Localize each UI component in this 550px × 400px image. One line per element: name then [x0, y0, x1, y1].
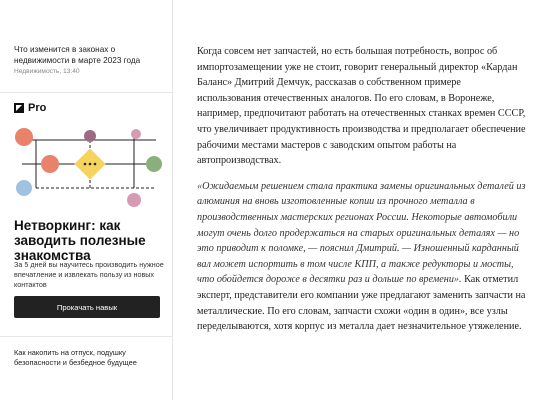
pro-logo-icon: [14, 103, 24, 113]
article-body: [197, 44, 527, 345]
node-coral-mid: [41, 155, 59, 173]
article-paragraph: Когда совсем нет запчастей, но есть большая потребность, вопрос об импортозамещении уже не стоит, говорит генеральный директор «Кардан Баланс» Дмитрий Демчук, рассказав о собственном примере использования отечественных аналогов. По его словам, в Воронеже, например, предпочитают работать на отечественных станках времен СССР, что увеличивает продуктивность производства и предполагает обеспечение рабочими местами мастеров с заводским опытом работы на автопроизводствах.: [197, 46, 526, 167]
divider: [0, 92, 172, 93]
expert-quote: «Ожидаемым решением стала практика замены оригинальных деталей из алюминия на вновь изготовленные копии из прочного металла в производственных мастерских регионах России. Некоторые автомобили могут очень долго продержаться на старых оригинальных деталях — но это приводит к поломке, — пояснил Дмитрий. — Изношенный карданный вал может испортить в том числе КПП, а также редукторы и мосты, что обойдется дороже в десятки раз и дольше по времени».: [197, 180, 526, 286]
networking-illustration: [14, 124, 164, 212]
divider: [0, 336, 172, 337]
sidebar: [0, 0, 173, 400]
pro-logo: [14, 102, 164, 114]
node-pink-small: [131, 129, 141, 139]
node-coral: [15, 128, 33, 146]
next-news-card[interactable]: Как накопить на отпуск, подушку безопасности и безбедное будущее: [14, 348, 137, 367]
news-meta: Недвижимость, 13:40: [14, 68, 80, 75]
news-title[interactable]: Что изменится в законах о недвижимости в марте 2023 года: [14, 45, 141, 65]
upgrade-skill-button[interactable]: Прокачать навык: [14, 296, 160, 318]
news-card[interactable]: [14, 44, 164, 75]
article-paragraph-tail: Как отметил эксперт, представители его компании уже предлагают заменить запчасти на металлические. По его словам, запчасти схожи «один в один», все узлы переделываются, хотя корпус из металла дает незначительное утяжеление.: [197, 274, 526, 333]
pro-logo-text: Pro: [28, 102, 47, 114]
article-paragraph-quote: [197, 179, 527, 335]
node-plum: [84, 130, 96, 142]
node-pink: [127, 193, 141, 207]
node-sage: [146, 156, 162, 172]
promo-description: За 5 дней вы научитесь производить нужное впечатление и извлекать пользу из новых контактов: [14, 260, 164, 289]
node-sky: [16, 180, 32, 196]
promo-title[interactable]: Нетворкинг: как заводить полезные знакомства: [14, 218, 146, 263]
promo-block[interactable]: [14, 102, 164, 312]
